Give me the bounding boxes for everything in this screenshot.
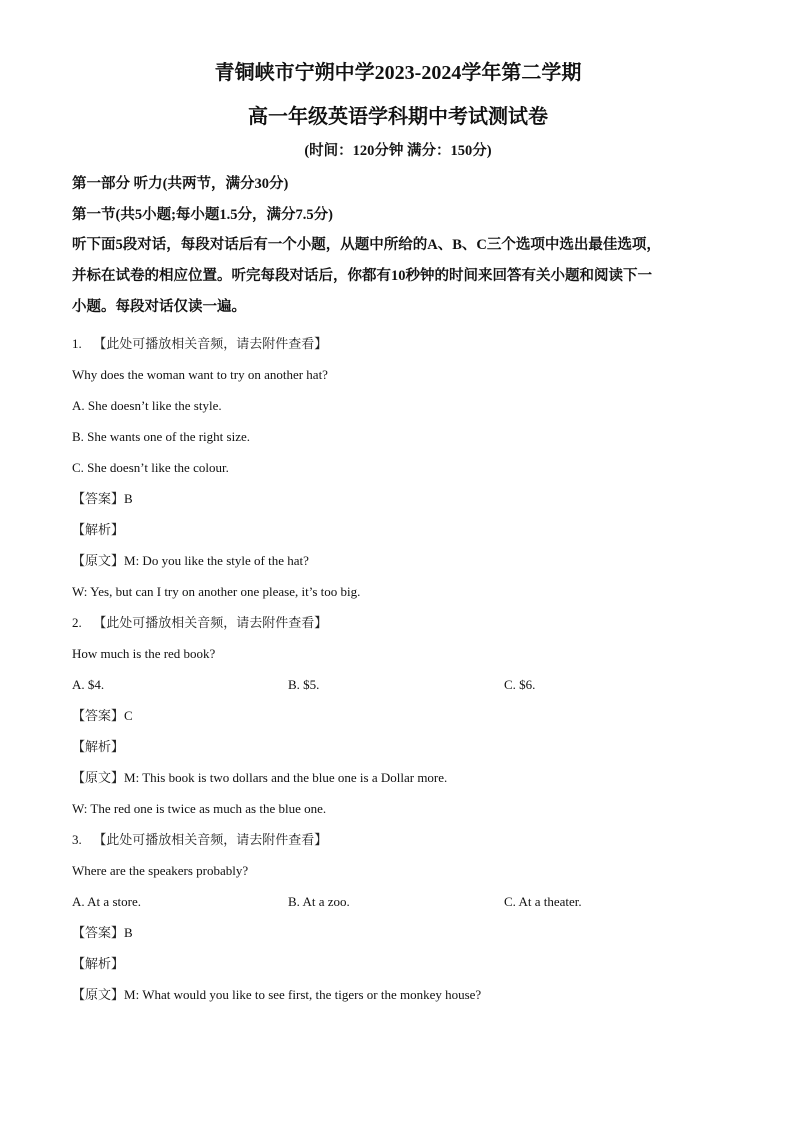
- transcript-text: W: Yes, but can I try on another one please, it’s too big.: [72, 584, 361, 599]
- option-a: A. She doesn’t like the style.: [72, 398, 222, 413]
- transcript-line: [72, 762, 724, 793]
- analysis-label: 【解析】: [72, 523, 125, 538]
- option-b: B. At a zoo.: [288, 894, 350, 909]
- question-text: Why does the woman want to try on another hat?: [72, 367, 328, 382]
- question-text: Where are the speakers probably?: [72, 863, 249, 878]
- question-audio-line[interactable]: [72, 607, 724, 638]
- transcript-line: [72, 979, 724, 1010]
- original-label: 【原文】: [72, 771, 125, 786]
- question-audio-line[interactable]: [72, 328, 724, 359]
- answer-label: 【答案】: [72, 492, 125, 507]
- option-c: C. She doesn’t like the colour.: [72, 460, 229, 475]
- transcript-text: M: Do you like the style of the hat?: [124, 553, 309, 568]
- answer-value: B: [124, 491, 133, 506]
- answer-line: [72, 483, 724, 514]
- option-b: B. $5.: [288, 677, 320, 692]
- option-c: C. At a theater.: [504, 894, 582, 909]
- transcript-line: [72, 545, 724, 576]
- instructions-line: 听下面5段对话，每段对话后有一个小题，从题中所给的A、B、C三个选项中选出最佳选项，: [72, 237, 661, 253]
- option-a: A. At a store.: [72, 894, 141, 909]
- answer-line: [72, 917, 724, 948]
- transcript-text: W: The red one is twice as much as the blue one.: [72, 801, 327, 816]
- answer-line: [72, 700, 724, 731]
- exam-title-line1: 青铜峡市宁朔中学2023-2024学年第二学期: [214, 62, 582, 84]
- question-list: [72, 328, 724, 1010]
- transcript-text: M: What would you like to see first, the tigers or the monkey house?: [124, 987, 482, 1002]
- question-number: 2.: [72, 615, 82, 630]
- answer-value: B: [124, 925, 133, 940]
- analysis-line: [72, 948, 724, 979]
- section1-heading: 第一节(共5小题;每小题1.5分，满分7.5分): [72, 207, 333, 223]
- answer-label: 【答案】: [72, 926, 125, 941]
- original-label: 【原文】: [72, 988, 125, 1003]
- instructions-line: 小题。每段对话仅读一遍。: [72, 299, 246, 315]
- analysis-line: [72, 731, 724, 762]
- answer-label: 【答案】: [72, 709, 125, 724]
- option-b: B. She wants one of the right size.: [72, 429, 250, 444]
- exam-title-line2: 高一年级英语学科期中考试测试卷: [248, 106, 548, 128]
- transcript-text: M: This book is two dollars and the blue one is a Dollar more.: [124, 770, 448, 785]
- answer-value: C: [124, 708, 133, 723]
- question-audio-line[interactable]: [72, 824, 724, 855]
- option-a: A. $4.: [72, 677, 105, 692]
- exam-subtitle: (时间：120分钟 满分：150分): [304, 143, 492, 159]
- instructions-line: 并标在试卷的相应位置。听完每段对话后，你都有10秒钟的时间来回答有关小题和阅读下一: [72, 268, 652, 284]
- audio-placeholder[interactable]: 【此处可播放相关音频，请去附件查看】: [93, 833, 328, 848]
- options-row: [72, 669, 724, 700]
- analysis-label: 【解析】: [72, 740, 125, 755]
- question-number: 3.: [72, 832, 82, 847]
- original-label: 【原文】: [72, 554, 125, 569]
- analysis-label: 【解析】: [72, 957, 125, 972]
- question-number: 1.: [72, 336, 82, 351]
- instructions: [72, 230, 724, 323]
- option-c: C. $6.: [504, 677, 536, 692]
- options-row: [72, 886, 724, 917]
- analysis-line: [72, 514, 724, 545]
- audio-placeholder[interactable]: 【此处可播放相关音频，请去附件查看】: [93, 616, 328, 631]
- question-text: How much is the red book?: [72, 646, 216, 661]
- audio-placeholder[interactable]: 【此处可播放相关音频，请去附件查看】: [93, 337, 328, 352]
- part1-heading: 第一部分 听力(共两节，满分30分): [72, 176, 289, 192]
